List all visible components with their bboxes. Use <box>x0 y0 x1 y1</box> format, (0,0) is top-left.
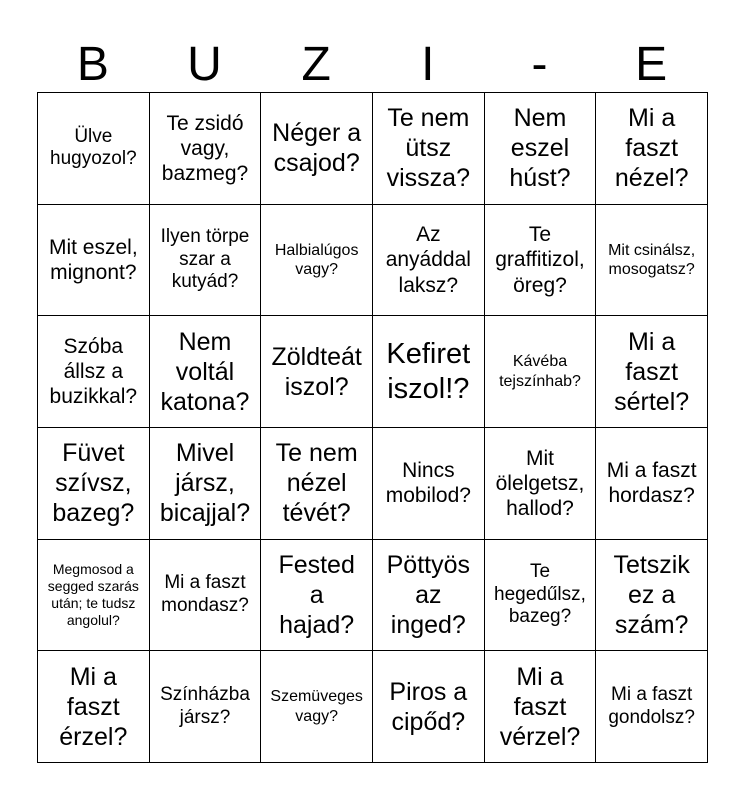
bingo-cell[interactable]: Te graffitizol, öreg? <box>485 205 597 317</box>
bingo-cell[interactable]: Zöldteát iszol? <box>261 316 373 428</box>
bingo-cell[interactable]: Füvet szívsz, bazeg? <box>38 428 150 540</box>
bingo-cell[interactable]: Mit eszel, mignont? <box>38 205 150 317</box>
bingo-cell[interactable]: Pöttyös az inged? <box>373 540 485 652</box>
header-letter-2: U <box>187 38 222 91</box>
header-letter-6: E <box>635 38 668 91</box>
bingo-cell[interactable]: Kefiret iszol!? <box>373 316 485 428</box>
bingo-cell[interactable]: Nem voltál katona? <box>150 316 262 428</box>
bingo-cell[interactable]: Mi a faszt mondasz? <box>150 540 262 652</box>
bingo-cell[interactable]: Mivel jársz, bicajjal? <box>150 428 262 540</box>
bingo-cell[interactable]: Fested a hajad? <box>261 540 373 652</box>
bingo-cell[interactable]: Te hegedűlsz, bazeg? <box>485 540 597 652</box>
bingo-board <box>37 92 708 763</box>
bingo-cell[interactable]: Tetszik ez a szám? <box>596 540 708 652</box>
bingo-cell[interactable]: Szemüveges vagy? <box>261 651 373 763</box>
header-letter-1: B <box>76 38 109 91</box>
bingo-cell[interactable]: Szóba állsz a buzikkal? <box>38 316 150 428</box>
bingo-cell[interactable]: Mi a faszt nézel? <box>596 93 708 205</box>
header-letter-4: I <box>421 38 435 91</box>
bingo-cell[interactable]: Piros a cipőd? <box>373 651 485 763</box>
bingo-cell[interactable]: Mi a faszt gondolsz? <box>596 651 708 763</box>
bingo-cell[interactable]: Te nem ütsz vissza? <box>373 93 485 205</box>
bingo-cell[interactable]: Ilyen törpe szar a kutyád? <box>150 205 262 317</box>
bingo-cell[interactable]: Kávéba tejszínhab? <box>485 316 597 428</box>
bingo-header <box>37 38 707 92</box>
bingo-cell[interactable]: Te zsidó vagy, bazmeg? <box>150 93 262 205</box>
header-letter-5: - <box>531 38 548 91</box>
bingo-cell[interactable]: Mit ölelgetsz, hallod? <box>485 428 597 540</box>
bingo-cell[interactable]: Mit csinálsz, mosogatsz? <box>596 205 708 317</box>
bingo-cell[interactable]: Nem eszel húst? <box>485 93 597 205</box>
bingo-cell[interactable]: Nincs mobilod? <box>373 428 485 540</box>
bingo-cell[interactable]: Ülve hugyozol? <box>38 93 150 205</box>
bingo-cell[interactable]: Mi a faszt vérzel? <box>485 651 597 763</box>
header-letter-3: Z <box>301 38 331 91</box>
bingo-cell[interactable]: Mi a faszt sértel? <box>596 316 708 428</box>
bingo-cell[interactable]: Mi a faszt hordasz? <box>596 428 708 540</box>
bingo-cell[interactable]: Színházba jársz? <box>150 651 262 763</box>
bingo-cell[interactable]: Néger a csajod? <box>261 93 373 205</box>
bingo-cell[interactable]: Megmosod a segged szarás után; te tudsz angolul? <box>38 540 150 652</box>
bingo-cell[interactable]: Te nem nézel tévét? <box>261 428 373 540</box>
bingo-cell[interactable]: Mi a faszt érzel? <box>38 651 150 763</box>
bingo-cell[interactable]: Az anyáddal laksz? <box>373 205 485 317</box>
bingo-cell[interactable]: Halbialúgos vagy? <box>261 205 373 317</box>
